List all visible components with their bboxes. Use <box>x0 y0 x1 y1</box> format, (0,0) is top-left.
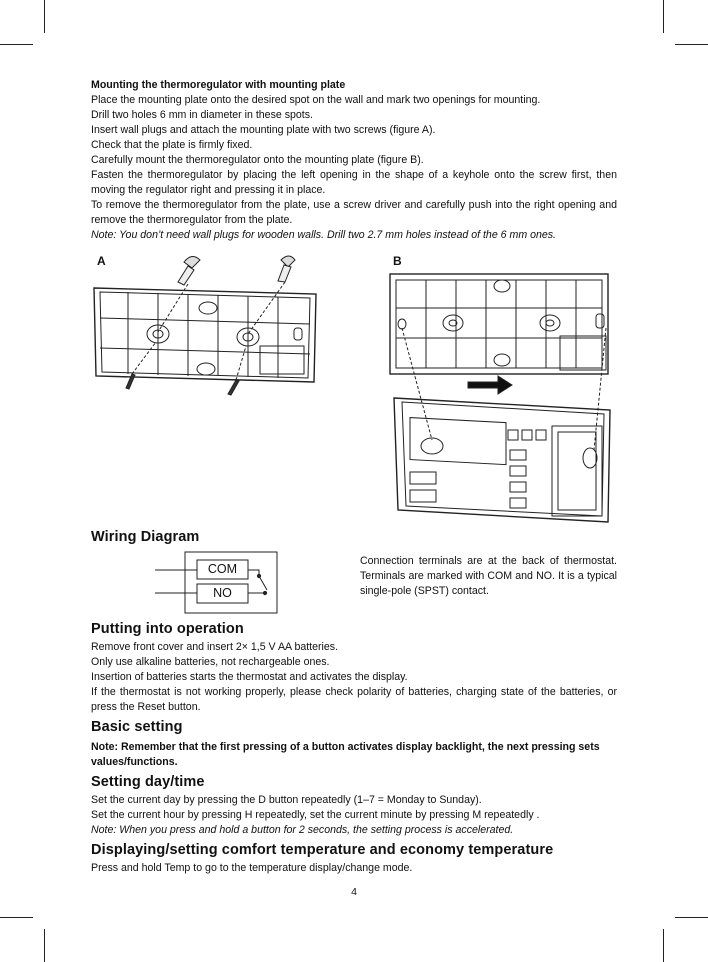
wall-plug-icon <box>178 256 295 285</box>
mounting-line: Place the mounting plate onto the desired spot on the wall and mark two openings for mounting. <box>91 94 541 106</box>
crop-mark <box>44 0 45 33</box>
operation-line: Insertion of batteries starts the thermostat and activates the display. <box>91 671 408 683</box>
page-number: 4 <box>351 886 357 898</box>
figure-a-label: A <box>97 254 106 268</box>
mounting-line: Fasten the thermoregulator by placing the left opening in the shape of a keyhole onto the screw first, then moving the regulator right and pressing it in place. <box>91 169 617 196</box>
operation-line: Remove front cover and insert 2× 1,5 V AA batteries. <box>91 641 339 653</box>
mounting-line: Drill two holes 6 mm in diameter in these spots. <box>91 109 313 121</box>
terminal-com-label: COM <box>207 562 238 576</box>
crop-mark <box>675 917 708 918</box>
mounting-title: Mounting the thermoregulator with mounting plate <box>91 79 346 91</box>
figure-a-mounting-plate <box>88 248 328 408</box>
basic-title: Basic setting <box>91 719 183 735</box>
mounting-line: Insert wall plugs and attach the mounting plate with two screws (figure A). <box>91 124 436 136</box>
operation-line: Only use alkaline batteries, not rechargeable ones. <box>91 656 330 668</box>
mounting-line: Check that the plate is firmly fixed. <box>91 139 253 151</box>
crop-mark <box>663 0 664 33</box>
daytime-title: Setting day/time <box>91 774 205 790</box>
crop-mark <box>44 929 45 962</box>
comfort-title: Displaying/setting comfort temperature and economy temperature <box>91 842 554 858</box>
comfort-line: Press and hold Temp to go to the temperature display/change mode. <box>91 862 413 874</box>
daytime-line: Set the current hour by pressing H repeatedly, set the current minute by pressing M repeatedly . <box>91 809 540 821</box>
daytime-line: Set the current day by pressing the D button repeatedly (1–7 = Monday to Sunday). <box>91 794 482 806</box>
figure-b-label: B <box>393 254 402 268</box>
crop-mark <box>663 929 664 962</box>
terminal-no-label: NO <box>213 586 232 600</box>
figure-b-thermostat-mounting <box>380 270 620 522</box>
basic-note: Note: Remember that the first pressing of a button activates display backlight, the next pressing sets values/functions. <box>91 741 600 768</box>
mounting-note: Note: You don’t need wall plugs for wooden walls. Drill two 2.7 mm holes instead of the 6 mm ones. <box>91 229 556 241</box>
arrow-right-icon <box>468 376 512 394</box>
wiring-description: Connection terminals are at the back of thermostat. Terminals are marked with COM and NO. It is a typical single-pole (SPST) contact. <box>360 555 617 597</box>
crop-mark <box>0 44 33 45</box>
operation-line: If the thermostat is not working properly, please check polarity of batteries, charging state of the batteries, or press the Reset button. <box>91 686 617 713</box>
wiring-title: Wiring Diagram <box>91 529 200 545</box>
crop-mark <box>675 44 708 45</box>
crop-mark <box>0 917 33 918</box>
mounting-line: Carefully mount the thermoregulator onto the mounting plate (figure B). <box>91 154 424 166</box>
operation-title: Putting into operation <box>91 621 244 637</box>
mounting-line: To remove the thermoregulator from the plate, use a screw driver and carefully push into the right opening and remove the thermoregulator from the plate. <box>91 199 617 226</box>
daytime-note: Note: When you press and hold a button for 2 seconds, the setting process is accelerated. <box>91 824 514 836</box>
